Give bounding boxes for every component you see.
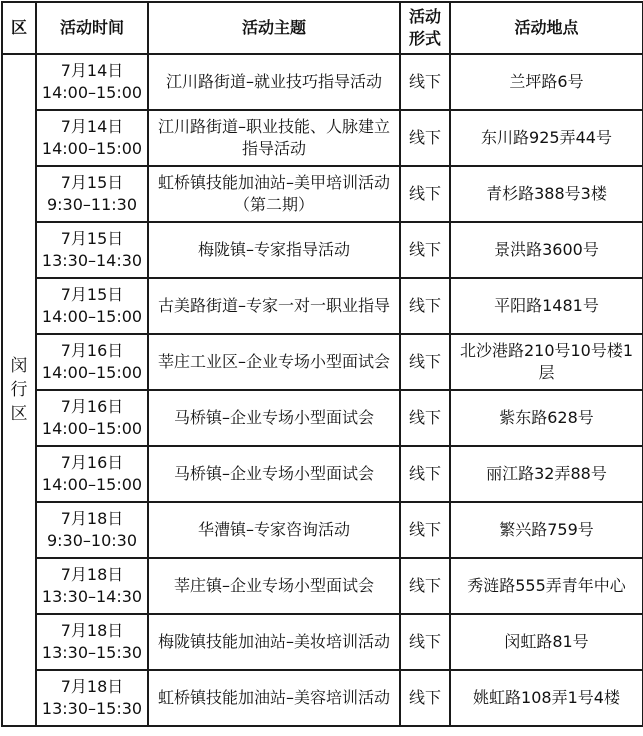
location-cell: 景洪路3600号 [450, 222, 643, 278]
date-text: 7月16日 [60, 397, 124, 416]
time-cell [36, 614, 148, 670]
time-cell [36, 446, 148, 502]
date-text: 7月15日 [60, 173, 124, 192]
form-cell: 线下 [400, 446, 450, 502]
time-cell [36, 334, 148, 390]
table-row [2, 166, 643, 222]
date-text: 7月18日 [60, 621, 124, 640]
form-cell: 线下 [400, 390, 450, 446]
table-row [2, 614, 643, 670]
date-text: 7月14日 [60, 61, 124, 80]
theme-cell: 莘庄工业区–企业专场小型面试会 [148, 334, 400, 390]
time-text: 13:30–14:30 [41, 587, 143, 606]
date-text: 7月18日 [60, 677, 124, 696]
time-text: 14:00–15:00 [41, 307, 143, 326]
theme-cell: 梅陇镇技能加油站–美妆培训活动 [148, 614, 400, 670]
time-cell [36, 110, 148, 166]
district-label: 闵行区 [10, 356, 28, 424]
header-district: 区 [2, 2, 36, 54]
date-text: 7月15日 [60, 285, 124, 304]
location-cell: 姚虹路108弄1号4楼 [450, 670, 643, 726]
district-cell [2, 54, 36, 726]
location-cell: 秀涟路555弄青年中心 [450, 558, 643, 614]
form-cell: 线下 [400, 558, 450, 614]
header-form: 活动形式 [400, 2, 450, 54]
header-theme: 活动主题 [148, 2, 400, 54]
form-cell: 线下 [400, 614, 450, 670]
time-cell [36, 558, 148, 614]
time-cell [36, 166, 148, 222]
time-text: 14:00–15:00 [41, 475, 143, 494]
location-cell: 青杉路388号3楼 [450, 166, 643, 222]
form-cell: 线下 [400, 110, 450, 166]
time-text: 13:30–15:30 [41, 699, 143, 718]
table-row [2, 334, 643, 390]
date-text: 7月16日 [60, 453, 124, 472]
header-row [2, 2, 643, 54]
time-cell [36, 222, 148, 278]
table-body [2, 54, 643, 726]
table-row [2, 222, 643, 278]
time-cell [36, 670, 148, 726]
form-cell: 线下 [400, 54, 450, 110]
theme-cell: 虹桥镇技能加油站–美容培训活动 [148, 670, 400, 726]
time-cell [36, 390, 148, 446]
theme-cell: 古美路街道–专家一对一职业指导 [148, 278, 400, 334]
table-row [2, 278, 643, 334]
form-cell: 线下 [400, 502, 450, 558]
location-cell: 东川路925弄44号 [450, 110, 643, 166]
theme-cell: 梅陇镇–专家指导活动 [148, 222, 400, 278]
form-cell: 线下 [400, 222, 450, 278]
theme-cell: 江川路街道–就业技巧指导活动 [148, 54, 400, 110]
theme-cell: 江川路街道–职业技能、人脉建立指导活动 [148, 110, 400, 166]
date-text: 7月16日 [60, 341, 124, 360]
location-cell: 兰坪路6号 [450, 54, 643, 110]
time-text: 14:00–15:00 [41, 363, 143, 382]
time-text: 13:30–15:30 [41, 643, 143, 662]
table-row [2, 110, 643, 166]
table-row [2, 670, 643, 726]
theme-cell: 莘庄镇–企业专场小型面试会 [148, 558, 400, 614]
location-cell: 紫东路628号 [450, 390, 643, 446]
location-cell: 丽江路32弄88号 [450, 446, 643, 502]
activity-table [1, 1, 643, 727]
theme-cell: 虹桥镇技能加油站–美甲培训活动（第二期） [148, 166, 400, 222]
header-location: 活动地点 [450, 2, 643, 54]
table-row [2, 558, 643, 614]
date-text: 7月14日 [60, 117, 124, 136]
time-text: 9:30–11:30 [46, 195, 138, 214]
theme-cell: 马桥镇–企业专场小型面试会 [148, 390, 400, 446]
form-cell: 线下 [400, 166, 450, 222]
location-cell: 平阳路1481号 [450, 278, 643, 334]
time-text: 9:30–10:30 [46, 531, 138, 550]
date-text: 7月15日 [60, 229, 124, 248]
table-row [2, 54, 643, 110]
time-cell [36, 278, 148, 334]
time-text: 14:00–15:00 [41, 139, 143, 158]
table-row [2, 390, 643, 446]
location-cell: 繁兴路759号 [450, 502, 643, 558]
location-cell: 北沙港路210号10号楼1层 [450, 334, 643, 390]
time-cell [36, 502, 148, 558]
theme-cell: 华漕镇–专家咨询活动 [148, 502, 400, 558]
theme-cell: 马桥镇–企业专场小型面试会 [148, 446, 400, 502]
form-cell: 线下 [400, 670, 450, 726]
date-text: 7月18日 [60, 509, 124, 528]
time-text: 14:00–15:00 [41, 419, 143, 438]
form-cell: 线下 [400, 334, 450, 390]
header-time: 活动时间 [36, 2, 148, 54]
time-cell [36, 54, 148, 110]
date-text: 7月18日 [60, 565, 124, 584]
form-cell: 线下 [400, 278, 450, 334]
table-row [2, 502, 643, 558]
time-text: 13:30–14:30 [41, 251, 143, 270]
time-text: 14:00–15:00 [41, 83, 143, 102]
location-cell: 闵虹路81号 [450, 614, 643, 670]
table-row [2, 446, 643, 502]
